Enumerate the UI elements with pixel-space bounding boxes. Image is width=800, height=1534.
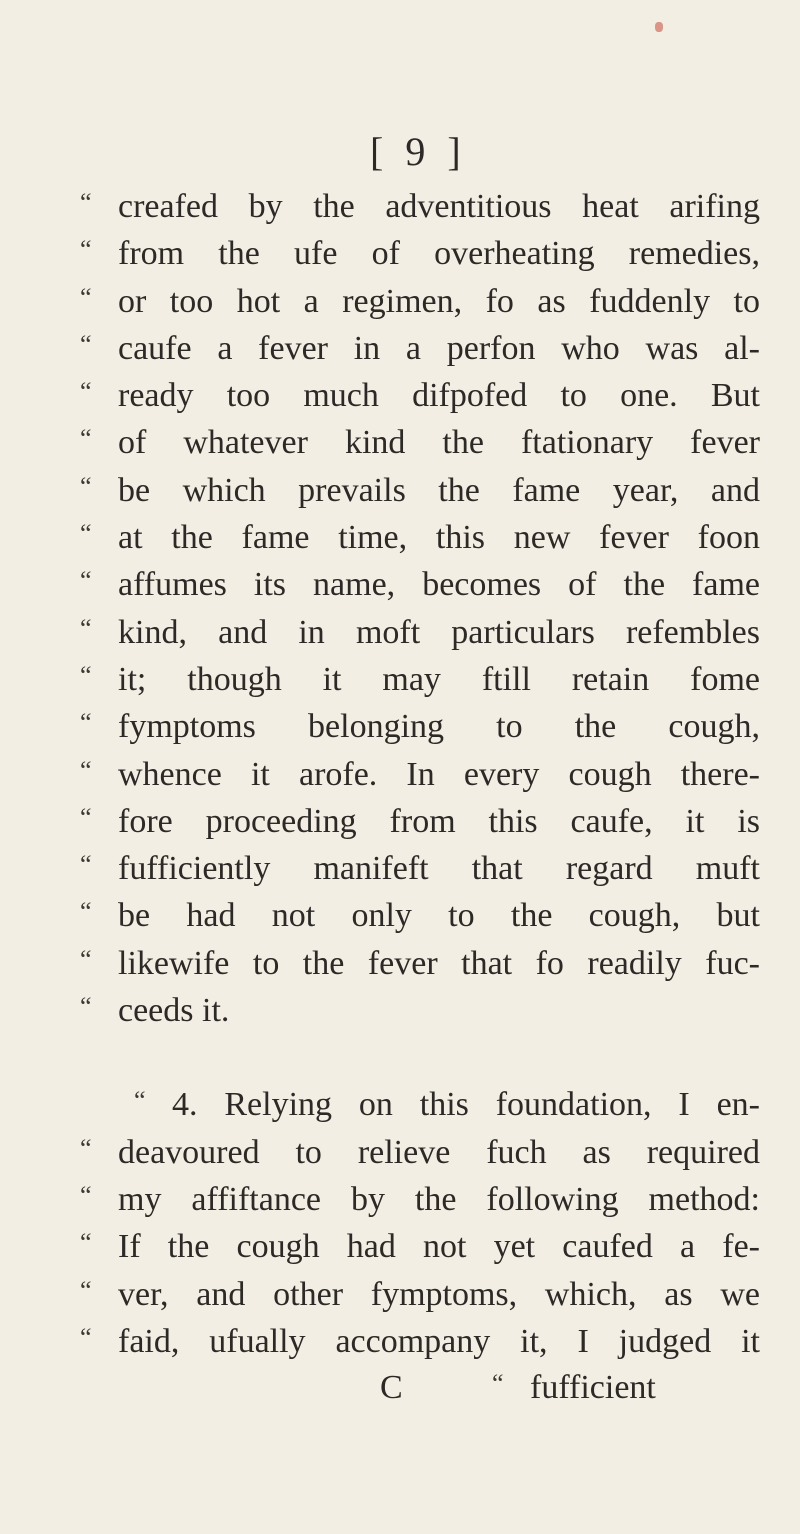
quote-mark: “ (80, 329, 92, 359)
paragraph-gap (80, 1034, 760, 1081)
body-text (80, 183, 760, 1365)
line-text: kind, and in moft particulars refembles (118, 613, 760, 651)
text-line (80, 1318, 760, 1365)
quote-mark: “ (492, 1369, 504, 1398)
quote-mark: “ (80, 1228, 92, 1258)
text-line (80, 230, 760, 277)
quote-mark: “ (80, 282, 92, 312)
text-line (80, 183, 760, 230)
quote-mark: “ (80, 235, 92, 265)
quote-mark: “ (134, 1086, 146, 1116)
text-line (80, 798, 760, 845)
text-line (80, 561, 760, 608)
line-text: deavoured to relieve fuch as required (118, 1133, 760, 1171)
quote-mark: “ (80, 1322, 92, 1352)
line-text: it; though it may ftill retain fome (118, 660, 760, 698)
quote-mark: “ (80, 566, 92, 596)
line-text: whence it arofe. In every cough there- (118, 755, 760, 793)
text-line (80, 467, 760, 514)
line-text: caufe a fever in a perfon who was al- (118, 329, 760, 367)
quote-mark: “ (80, 755, 92, 785)
line-text: of whatever kind the ftationary fever (118, 424, 760, 462)
text-line (80, 514, 760, 561)
quote-mark: “ (80, 471, 92, 501)
quote-mark: “ (80, 850, 92, 880)
quote-mark: “ (80, 802, 92, 832)
line-text: affumes its name, becomes of the fame (118, 566, 760, 604)
line-text: creafed by the adventitious heat arifing (118, 188, 760, 225)
quote-mark: “ (80, 1133, 92, 1163)
signature-mark: C (380, 1369, 403, 1406)
quote-mark: “ (80, 992, 92, 1022)
line-text: ceeds it. (118, 992, 230, 1030)
line-text: be had not only to the cough, but (118, 897, 760, 935)
line-text: fymptoms belonging to the cough, (118, 708, 760, 746)
page-number: [ 9 ] (370, 129, 467, 174)
text-line (80, 325, 760, 372)
text-line (80, 419, 760, 466)
text-line (80, 987, 760, 1034)
quote-mark: “ (80, 519, 92, 549)
text-line (80, 656, 760, 703)
quote-mark: “ (80, 1275, 92, 1305)
text-line (80, 845, 760, 892)
text-line (80, 751, 760, 798)
line-text: ver, and other fymptoms, which, as we (118, 1275, 760, 1313)
quote-mark: “ (80, 1180, 92, 1210)
line-text: fufficiently manifeft that regard muft (118, 850, 760, 888)
text-line (80, 892, 760, 939)
quote-mark: “ (80, 613, 92, 643)
quote-mark: “ (80, 424, 92, 454)
quote-mark: “ (80, 944, 92, 974)
text-line (80, 1223, 760, 1270)
text-line (80, 1129, 760, 1176)
catchword: fufficient (530, 1369, 656, 1406)
line-text: 4. Relying on this foundation, I en- (172, 1086, 760, 1124)
line-text: ready too much difpofed to one. But (118, 377, 760, 415)
line-text: my affiftance by the following method: (118, 1180, 760, 1218)
line-text: faid, ufually accompany it, I judged it (118, 1322, 760, 1360)
line-text: If the cough had not yet caufed a fe- (118, 1228, 760, 1266)
text-line (80, 1176, 760, 1223)
line-text: likewife to the fever that fo readily fuc- (118, 944, 760, 982)
line-text: be which prevails the fame year, and (118, 471, 760, 509)
quote-mark: “ (80, 708, 92, 738)
page-footer (80, 1364, 760, 1411)
line-text: from the ufe of overheating remedies, (118, 235, 760, 273)
text-line (80, 1081, 760, 1128)
quote-mark: “ (80, 897, 92, 927)
text-line (80, 609, 760, 656)
ink-smudge (655, 22, 663, 32)
text-line (80, 1271, 760, 1318)
text-line (80, 703, 760, 750)
text-line (80, 940, 760, 987)
line-text: or too hot a regimen, fo as fuddenly to (118, 282, 760, 320)
quote-mark: “ (80, 377, 92, 407)
quote-mark: “ (80, 660, 92, 690)
quote-mark: “ (80, 188, 92, 217)
line-text: at the fame time, this new fever foon (118, 519, 760, 557)
text-line (80, 372, 760, 419)
line-text: fore proceeding from this caufe, it is (118, 802, 760, 840)
text-line (80, 278, 760, 325)
